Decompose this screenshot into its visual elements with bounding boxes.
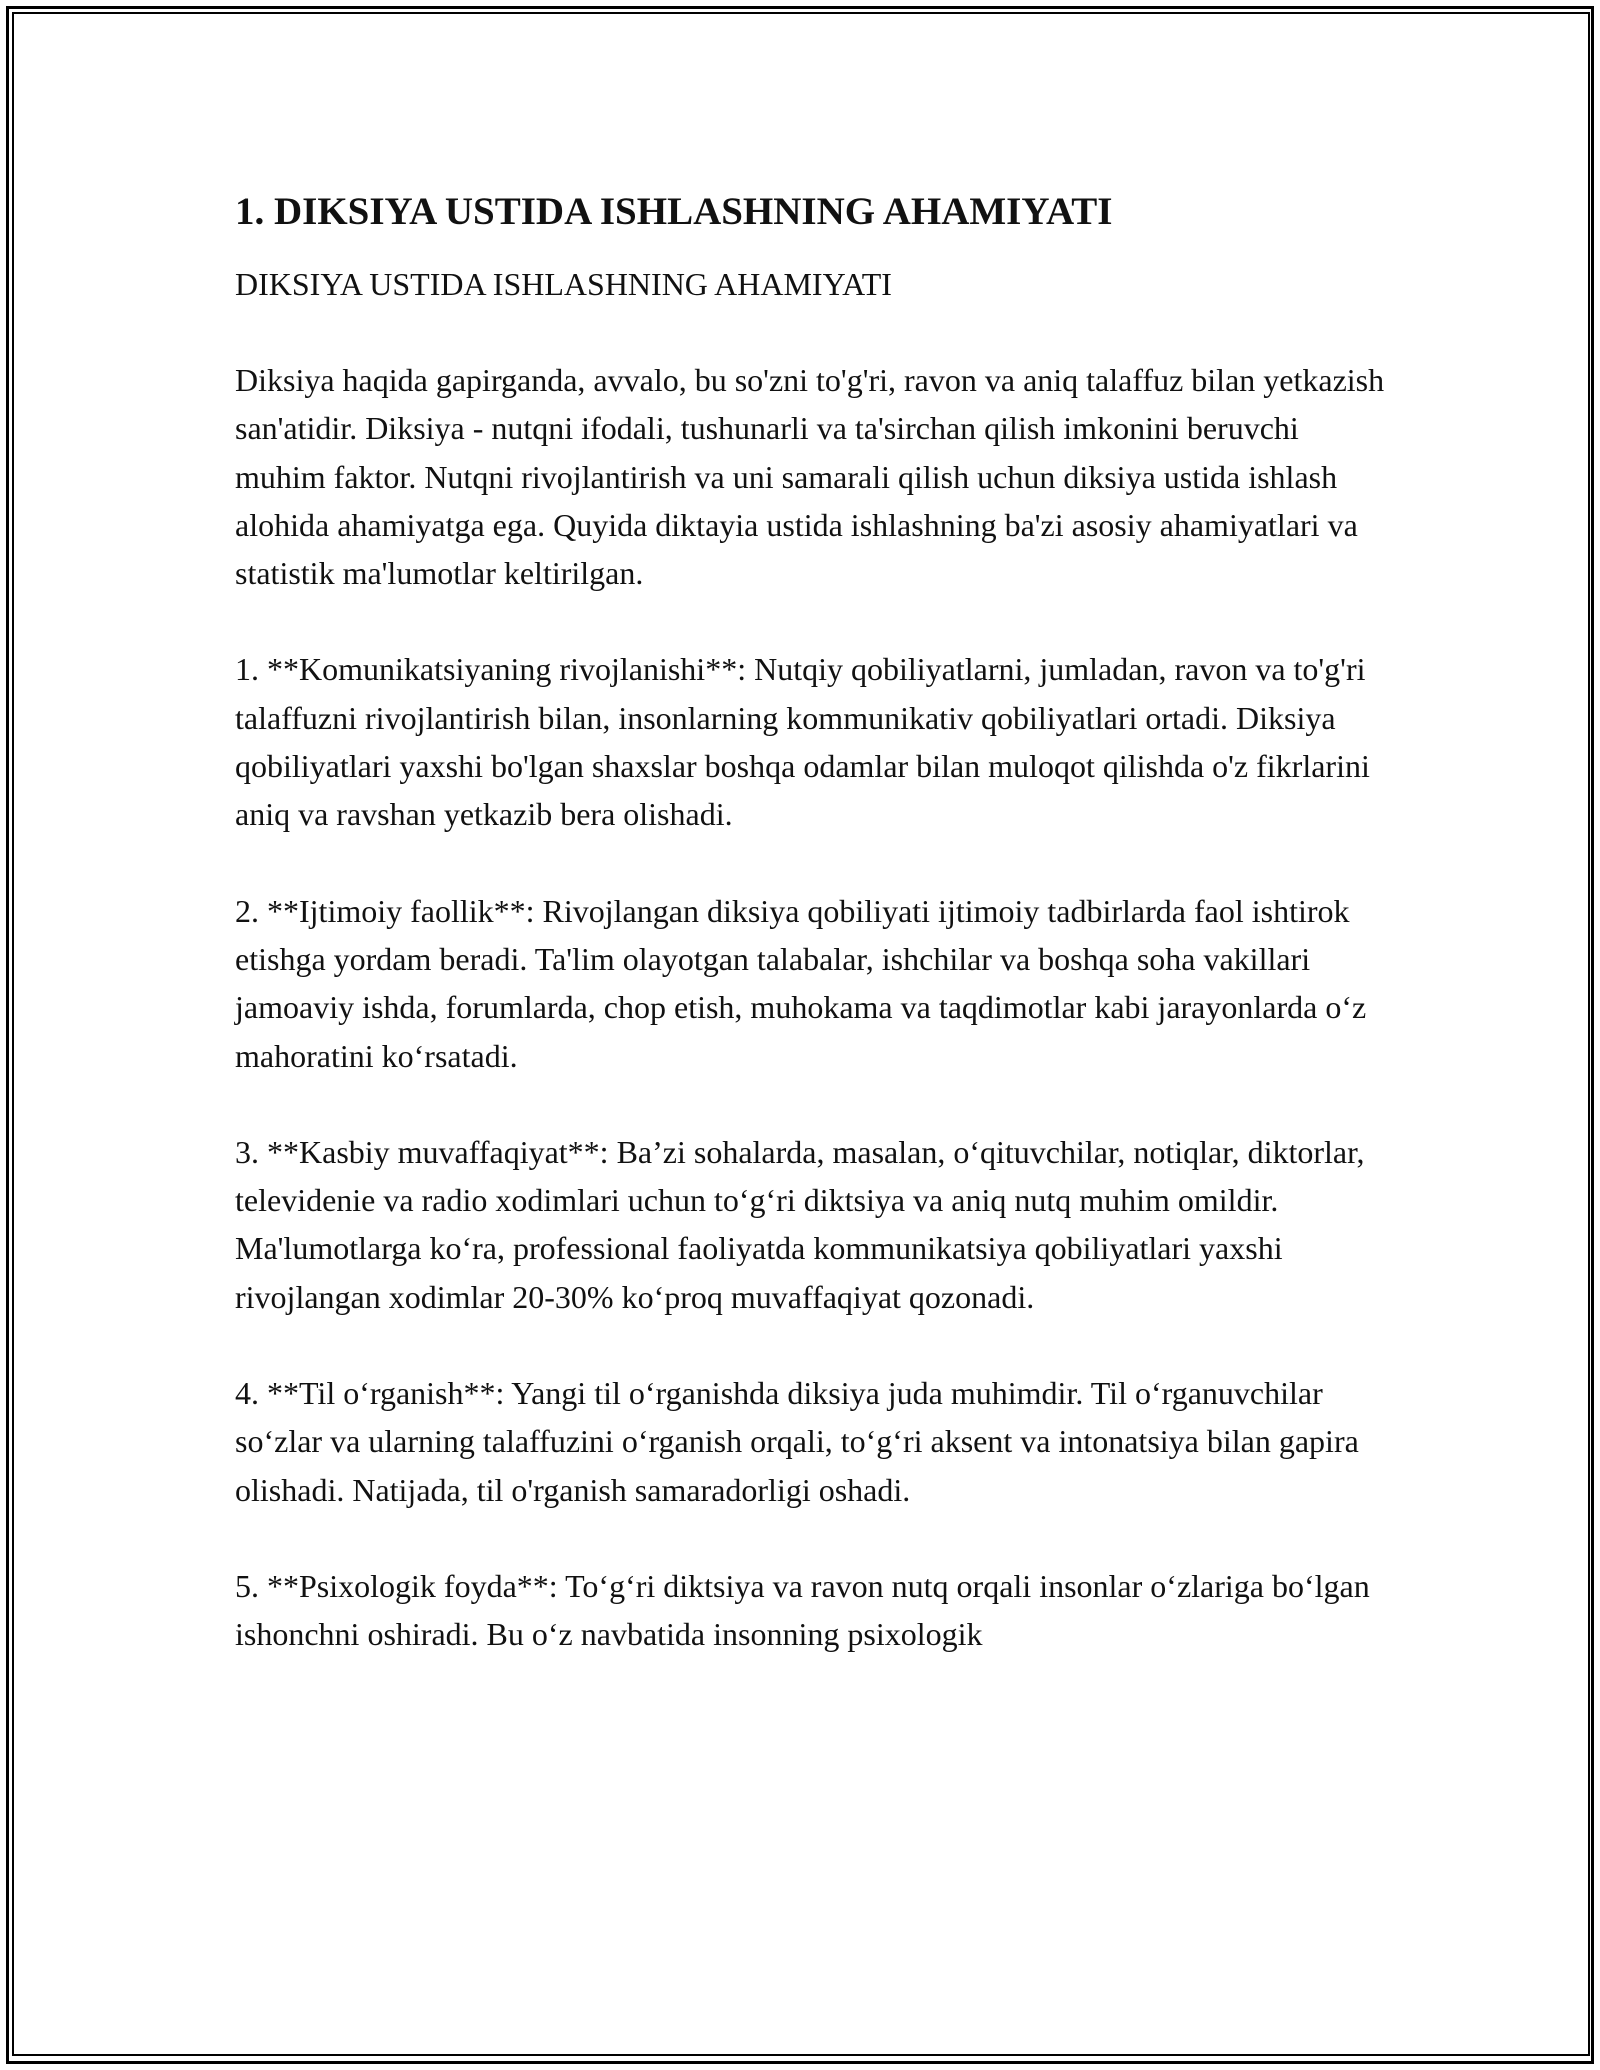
paragraph-item-4: 4. **Til oʻrganish**: Yangi til oʻrganishda diksiya juda muhimdir. Til oʻrganuvchilar soʻzlar va ularning talaffuzini oʻrganish orqali, toʻgʻri aksent va intonatsiya bilan gapira olishadi. Natijada, til o'rganish samaradorligi oshadi.: [235, 1375, 1359, 1508]
paragraph-intro: Diksiya haqida gapirganda, avvalo, bu so'zni to'g'ri, ravon va aniq talaffuz bilan yetkazish san'atidir. Diksiya - nutqni ifodali, tushunarli va ta'sirchan qilish imkonini beruvchi muhim faktor. Nutqni rivojlantirish va uni samarali qilish uchun diksiya ustida ishlash alohida ahamiyatga ega. Quyida diktayia ustida ishlashning ba'zi asosiy ahamiyatlari va statistik ma'lumotlar keltirilgan.: [235, 362, 1385, 592]
paragraph-item-1: 1. **Komunikatsiyaning rivojlanishi**: Nutqiy qobiliyatlarni, jumladan, ravon va to'g'ri talaffuzni rivojlantirish bilan, insonlarning kommunikativ qobiliyatlari ortadi. Diksiya qobiliyatlari yaxshi bo'lgan shaxslar boshqa odamlar bilan muloqot qilishda o'z fikrlarini aniq va ravshan yetkazib bera olishadi.: [235, 651, 1370, 833]
document-body: [235, 186, 1385, 1707]
paragraph-item-2: 2. **Ijtimoiy faollik**: Rivojlangan diksiya qobiliyati ijtimoiy tadbirlarda faol ishtirok etishga yordam beradi. Ta'lim olayotgan talabalar, ishchilar va boshqa soha vakillari jamoaviy ishda, forumlarda, chop etish, muhokama va taqdimotlar kabi jarayonlarda oʻz mahoratini koʻrsatadi.: [235, 892, 1367, 1074]
paragraph-item-3: 3. **Kasbiy muvaffaqiyat**: Baʼzi sohalarda, masalan, oʻqituvchilar, notiqlar, diktorlar, televidenie va radio xodimlari uchun toʻgʻri diktsiya va aniq nutq muhim omildir. Ma'lumotlarga koʻra, professional faoliyatda kommunikatsiya qobiliyatlari yaxshi rivojlangan xodimlar 20-30% koʻproq muvaffaqiyat qozonadi.: [235, 1133, 1365, 1315]
paragraph-item-5: 5. **Psixologik foyda**: Toʻgʻri diktsiya va ravon nutq orqali insonlar oʻzlariga boʻlgan ishonchni oshiradi. Bu oʻz navbatida insonning psixologik: [235, 1567, 1370, 1653]
document-subheading: DIKSIYA USTIDA ISHLASHNING AHAMIYATI: [235, 266, 892, 302]
document-heading: 1. DIKSIYA USTIDA ISHLASHNING AHAMIYATI: [235, 190, 1113, 233]
